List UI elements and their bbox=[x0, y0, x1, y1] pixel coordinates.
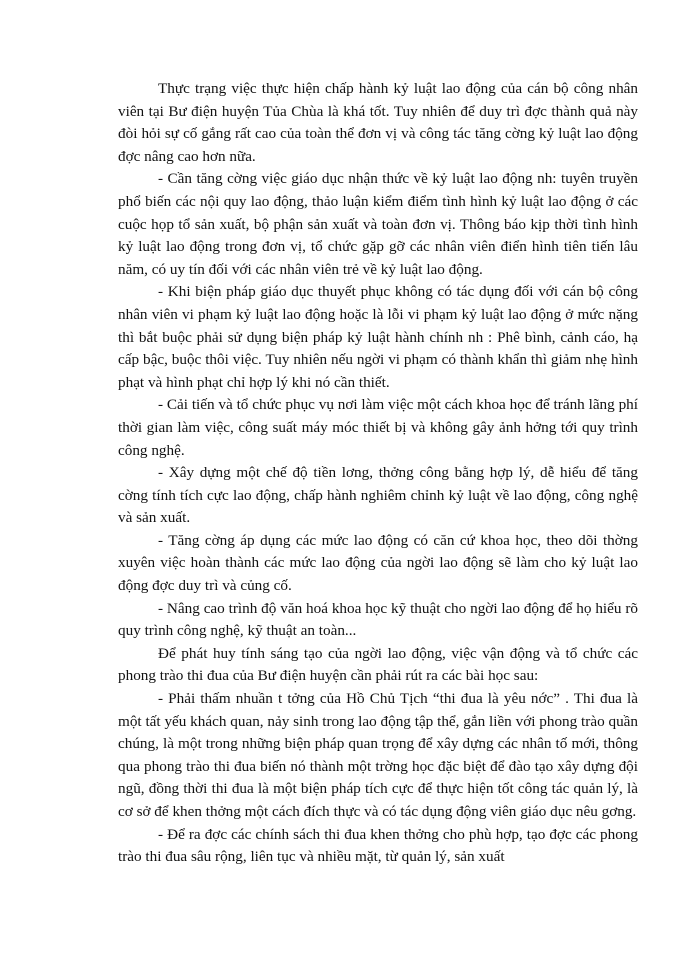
paragraph-status-intro: Thực trạng việc thực hiện chấp hành kỷ luật lao động của cán bộ công nhân viên tại Bư điện huyện Tủa Chùa là khá tốt. Tuy nhiên để duy trì đợc thành quả này đòi hỏi sự cố gắng rất cao của toàn thể đơn vị và công tác tăng cờng kỷ luật lao động đợc nâng cao hơn nữa. bbox=[118, 80, 638, 165]
paragraph-reward-policy: - Để ra đợc các chính sách thi đua khen thởng cho phù hợp, tạo đợc các phong trào thi đua sâu rộng, liên tục và nhiều mặt, từ quản lý, sản xuất bbox=[118, 825, 638, 866]
paragraph-ho-chi-minh-thought: - Phải thấm nhuần t tởng của Hồ Chủ Tịch “thi đua là yêu nớc” . Thi đua là một tất yếu khách quan, nảy sinh trong lao động tập thể, gắn liền với phong trào quần chúng, là một trong những biện pháp quan trọng để xây dựng các nhân tố mới, thông qua phong trào thi đua biến nó thành một trờng học đặc biệt để đào tạo xây dựng đội ngũ, đồng thời thi đua là một biện pháp tích cực để thực hiện tốt công tác quản lý, là cơ sở để khen thởng một cách đích thực và có tác dụng động viên giáo dục nêu gơng. bbox=[118, 690, 638, 820]
paragraph-administrative-discipline: - Khi biện pháp giáo dục thuyết phục không có tác dụng đối với cán bộ công nhân viên vi phạm kỷ luật lao động hoặc là lỗi vi phạm kỷ luật lao động ở mức nặng thì bắt buộc phải sử dụng biện pháp kỷ luật hành chính nh : Phê bình, cảnh cáo, hạ cấp bậc, buộc thôi việc. Tuy nhiên nếu ngời vi phạm có thành khẩn thì giảm nhẹ hình phạt và hình phạt chỉ hợp lý khi nó cần thiết. bbox=[118, 283, 638, 391]
paragraph-salary-bonus: - Xây dựng một chế độ tiền lơng, thởng công bằng hợp lý, dễ hiểu để tăng cờng tính tích cực lao động, chấp hành nghiêm chỉnh kỷ luật về lao động, công nghệ và sản xuất. bbox=[118, 464, 638, 527]
paragraph-workplace-organization: - Cải tiến và tổ chức phục vụ nơi làm việc một cách khoa học để tránh lãng phí thời gian làm việc, công suất máy móc thiết bị và không gây ảnh hởng tới quy trình công nghệ. bbox=[118, 396, 638, 459]
paragraph-education-level: - Nâng cao trình độ văn hoá khoa học kỹ thuật cho ngời lao động để họ hiểu rõ quy trình công nghệ, kỹ thuật an toàn... bbox=[118, 599, 638, 640]
paragraph-education-awareness: - Cần tăng cờng việc giáo dục nhận thức về kỷ luật lao động nh: tuyên truyền phổ biến các nội quy lao động, thảo luận kiểm điểm tình hình kỷ luật lao động ở các cuộc họp tổ sản xuất, bộ phận sản xuất và toàn đơn vị. Thông báo kịp thời tình hình kỷ luật lao động trong đơn vị, tổ chức gặp gỡ các nhân viên điển hình tiên tiến lâu năm, có uy tín đối với các nhân viên trẻ về kỷ luật lao động. bbox=[118, 170, 638, 278]
paragraph-labor-norms: - Tăng cờng áp dụng các mức lao động có căn cứ khoa học, theo dõi thờng xuyên việc hoàn thành các mức lao động của ngời lao động sẽ làm cho kỷ luật lao động đợc duy trì và củng cố. bbox=[118, 531, 638, 595]
document-body bbox=[118, 78, 638, 869]
paragraph-emulation-lessons: Để phát huy tính sáng tạo của ngời lao động, việc vận động và tổ chức các phong trào thi đua của Bư điện huyện cần phải rút ra các bài học sau: bbox=[118, 644, 638, 685]
